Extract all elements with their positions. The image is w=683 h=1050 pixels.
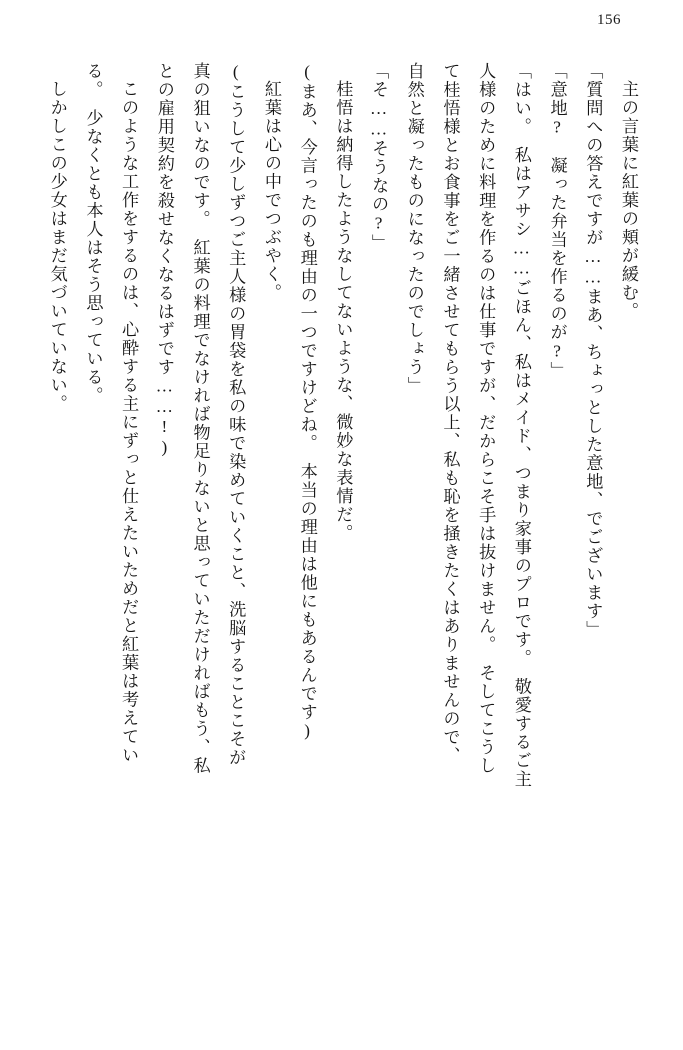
text-line: (まあ、今言ったのも理由の一つですけどね。 本当の理由は他にもあるんです) <box>297 62 317 742</box>
text-line: しかしこの少女はまだ気づいていない。 <box>47 80 67 413</box>
text-line: 真の狙いなのです。 紅葉の料理でなければ物足りないと思っていただければもう、私 <box>190 62 210 775</box>
text-line: との雇用契約を殺せなくなるはずです……!) <box>154 62 174 458</box>
page-text-body <box>38 62 645 1010</box>
text-line: て桂悟様とお食事をご一緒させてもらう以上、私も恥を掻きたくはありませんので、 <box>440 62 460 765</box>
text-line: 「はい。 私はアサシ……ごほん、私はメイド、つまり家事のプロです。 敬愛するご主 <box>511 62 531 789</box>
text-line: 人様のために料理を作るのは仕事ですが、だからこそ手は抜けません。 そしてこうし <box>476 62 496 775</box>
text-line: 「質問への答えですが……まあ、ちょっとした意地、でございます」 <box>583 62 603 640</box>
text-line: 主の言葉に紅葉の頬が緩む。 <box>619 80 638 321</box>
text-line: (こうして少しずつご主人様の胃袋を私の味で染めていくこと、洗脳することこそが <box>226 62 246 767</box>
text-line: このような工作をするのは、心酔する主にずっと仕えたいためだと紅葉は考えてい <box>119 80 139 765</box>
text-line: 「そ……そうなの?」 <box>369 62 389 253</box>
text-line: 自然と凝ったものになったのでしょう」 <box>404 62 424 395</box>
text-line: る。 少なくとも本人はそう思っている。 <box>83 62 103 405</box>
text-line: 「意地? 凝った弁当を作るのが?」 <box>547 62 567 381</box>
text-line: 桂悟は納得したようなしてないような、微妙な表情だ。 <box>333 80 353 543</box>
page-number: 156 <box>597 12 621 28</box>
text-line: 紅葉は心の中でつぶやく。 <box>261 80 281 302</box>
